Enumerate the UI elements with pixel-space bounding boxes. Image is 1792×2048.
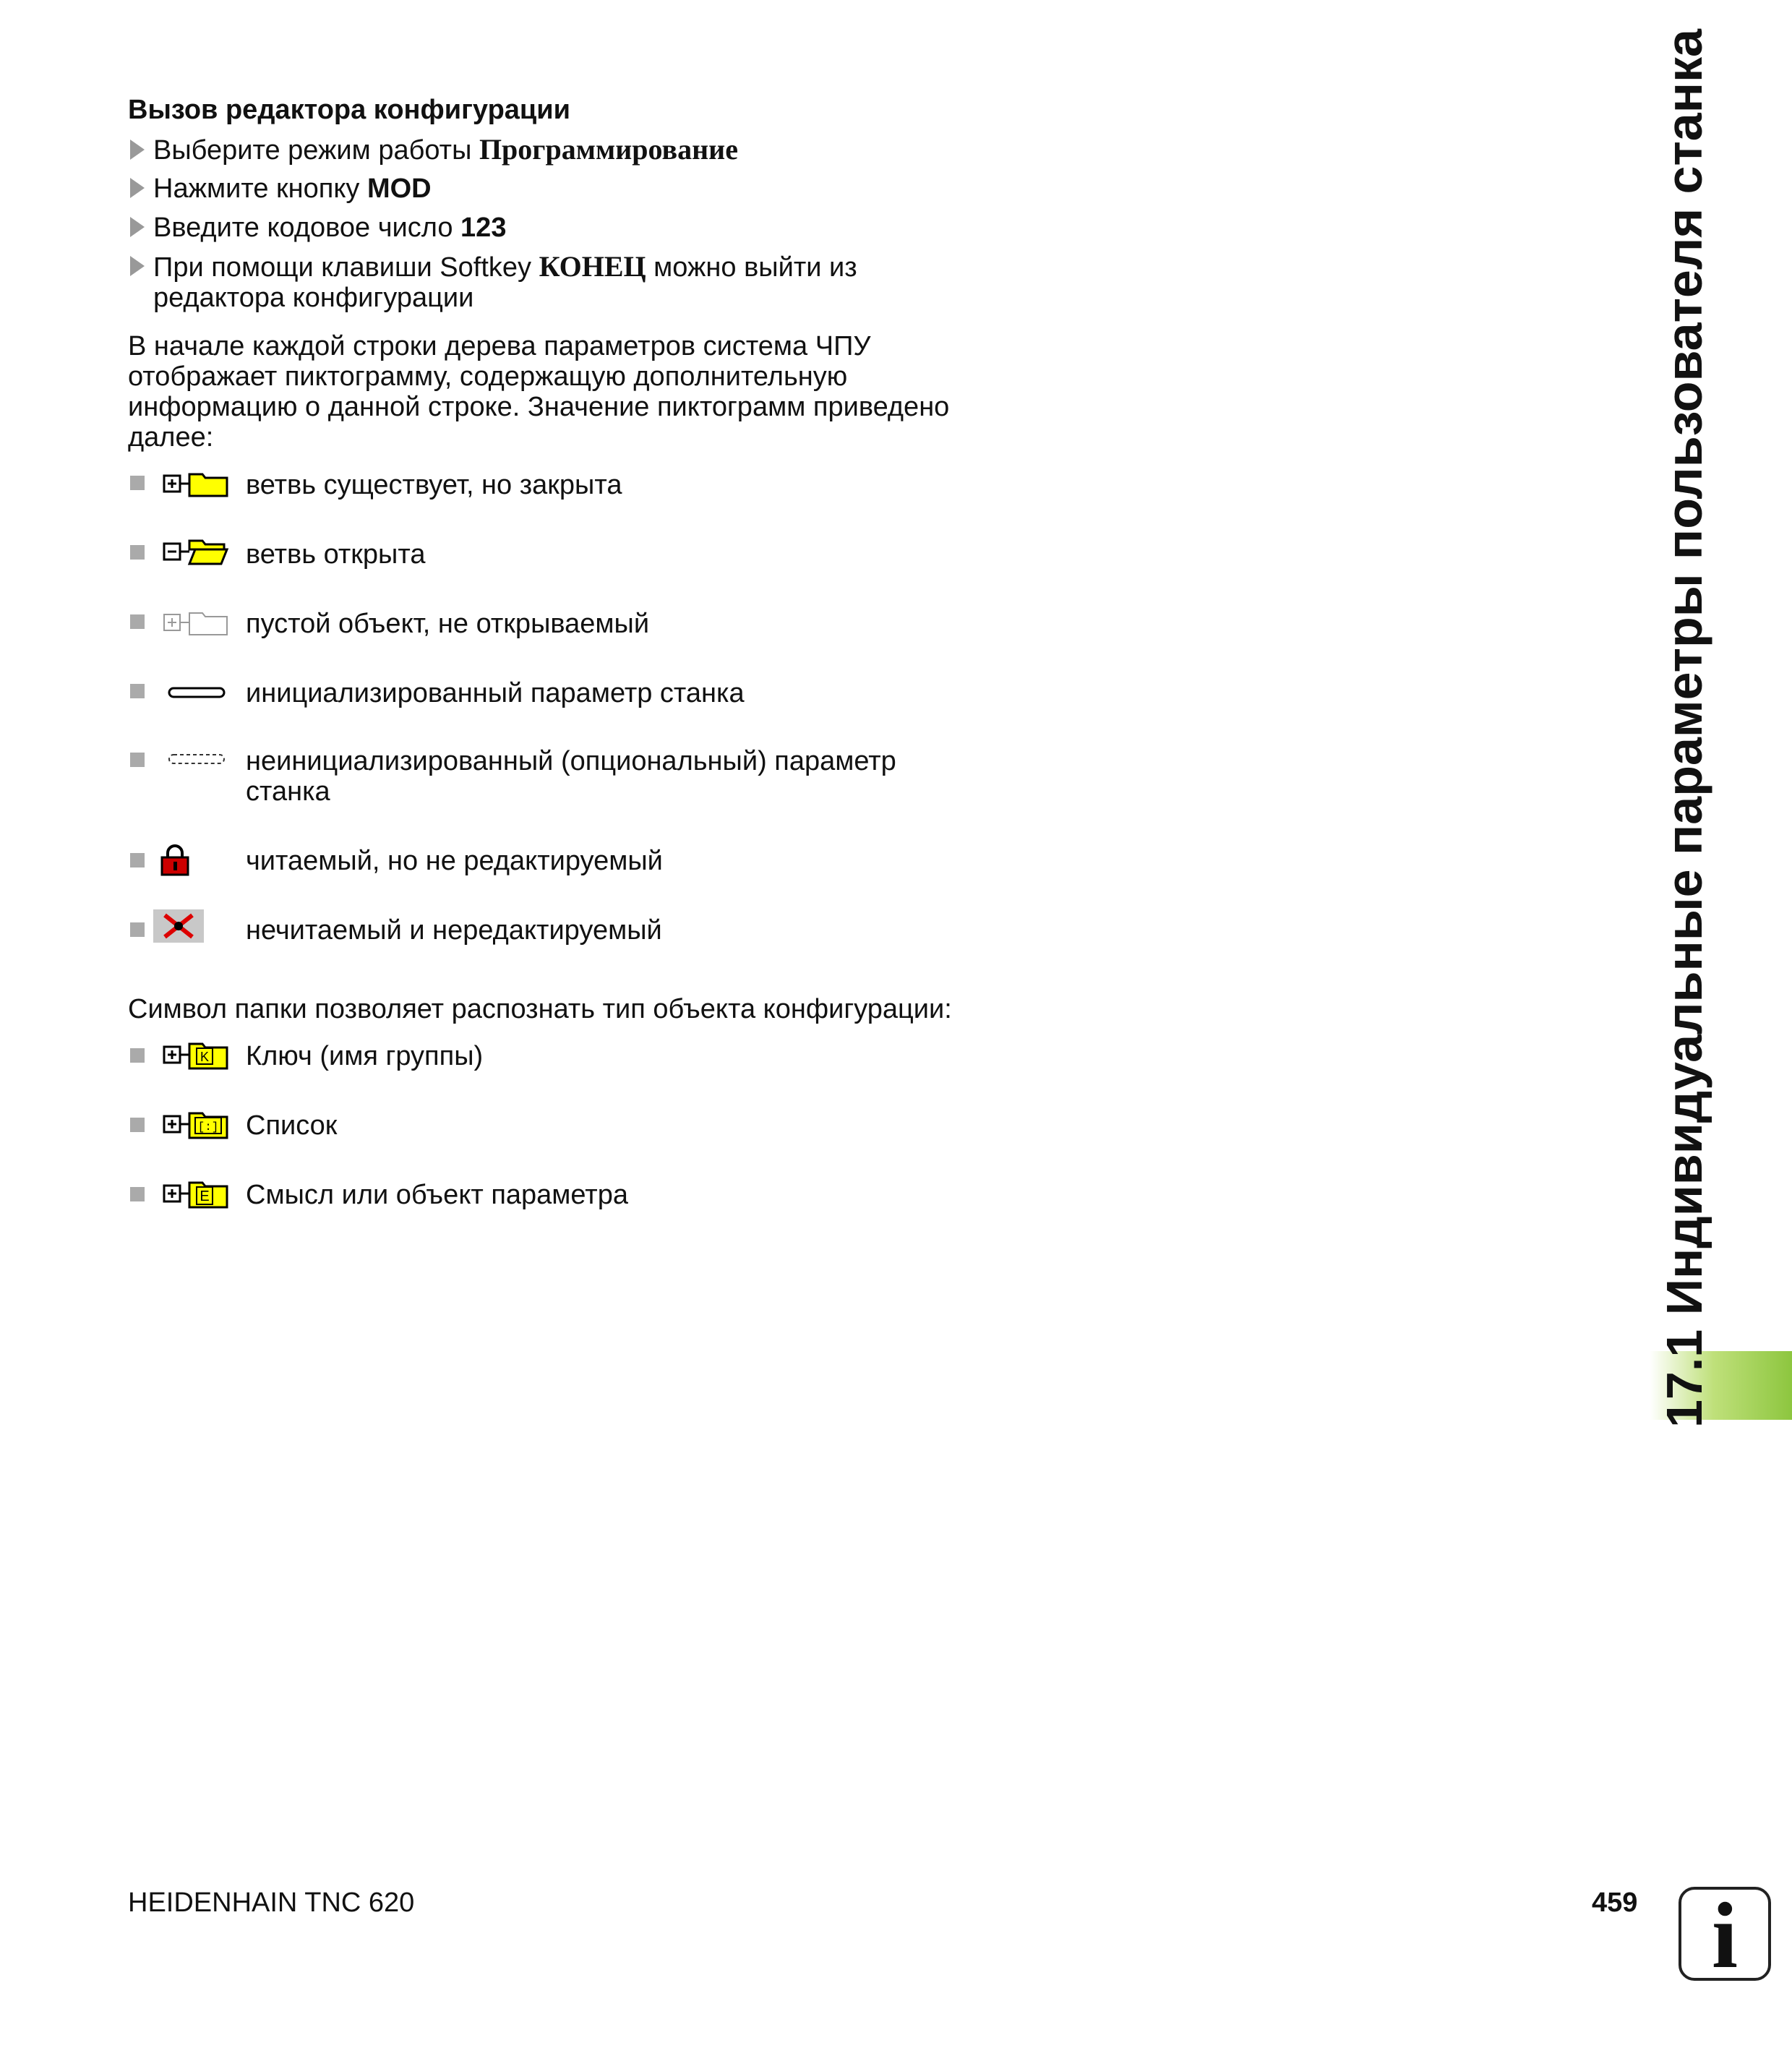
page-number: 459 xyxy=(1592,1888,1638,1918)
step-arrow-icon xyxy=(130,178,145,198)
bullet-square xyxy=(130,1187,145,1201)
initialized-param-icon xyxy=(160,674,240,710)
no-access-icon xyxy=(152,908,231,944)
step-arrow-icon xyxy=(130,217,145,237)
uninitialized-param-icon xyxy=(160,740,240,776)
intro-line: В начале каждой строки дерева параметров система ЧПУ xyxy=(128,331,871,361)
folder-item-label: Смысл или объект параметра xyxy=(246,1180,628,1210)
bullet-square xyxy=(130,684,145,698)
intro-line: информацию о данной строке. Значение пиктограмм приведено xyxy=(128,392,950,422)
icon-item-label: нечитаемый и нередактируемый xyxy=(246,915,662,946)
intro-line: отображает пиктограмму, содержащую дополнительную xyxy=(128,361,848,392)
step-4: При помощи клавиши Softkey КОНЕЦ можно выйти из xyxy=(153,250,857,283)
icon-item-label: читаемый, но не редактируемый xyxy=(246,846,663,876)
icon-item-label: ветвь открыта xyxy=(246,539,426,570)
bullet-square xyxy=(130,545,145,560)
list-folder-letter: [:] xyxy=(197,1121,219,1134)
chapter-side-title: 17.1 Индивидуальные параметры пользователя станка xyxy=(1656,29,1712,1428)
step-2: Нажмите кнопку MOD xyxy=(153,173,432,204)
branch-closed-icon xyxy=(160,466,240,502)
list-folder-icon xyxy=(160,1106,240,1142)
step-1: Выберите режим работы Программирование xyxy=(153,133,738,166)
bullet-square xyxy=(130,1048,145,1063)
lock-icon xyxy=(145,841,224,878)
key-folder-icon xyxy=(160,1037,240,1073)
step-arrow-icon xyxy=(130,256,145,276)
step-3: Введите кодовое число 123 xyxy=(153,213,507,243)
bullet-square xyxy=(130,922,145,937)
section-heading: Вызов редактора конфигурации xyxy=(128,95,570,125)
bullet-square xyxy=(130,614,145,629)
intro-line: далее: xyxy=(128,422,214,453)
icon-item-label: ветвь существует, но закрыта xyxy=(246,470,622,500)
branch-open-icon xyxy=(160,534,240,570)
step-4-line2: редактора конфигурации xyxy=(153,283,474,313)
empty-object-icon xyxy=(160,604,240,640)
icon-item-label: инициализированный параметр станка xyxy=(246,678,745,708)
bullet-square xyxy=(130,753,145,767)
folder-item-label: Список xyxy=(246,1110,338,1141)
icon-item-label-line2: станка xyxy=(246,776,330,807)
info-glyph: i xyxy=(1711,1884,1739,1988)
entry-folder-icon xyxy=(160,1175,240,1212)
info-icon xyxy=(1679,1884,1771,1988)
icon-item-label: неинициализированный (опциональный) параметр xyxy=(246,746,896,776)
bullet-square xyxy=(130,476,145,490)
key-folder-letter: K xyxy=(200,1050,210,1064)
icon-item-label: пустой объект, не открываемый xyxy=(246,609,650,639)
folder-intro: Символ папки позволяет распознать тип объекта конфигурации: xyxy=(128,994,952,1024)
bullet-square xyxy=(130,853,145,867)
entry-folder-letter: E xyxy=(200,1188,210,1204)
bullet-square xyxy=(130,1118,145,1132)
footer-product: HEIDENHAIN TNC 620 xyxy=(128,1888,415,1918)
step-arrow-icon xyxy=(130,140,145,160)
folder-item-label: Ключ (имя группы) xyxy=(246,1041,484,1071)
